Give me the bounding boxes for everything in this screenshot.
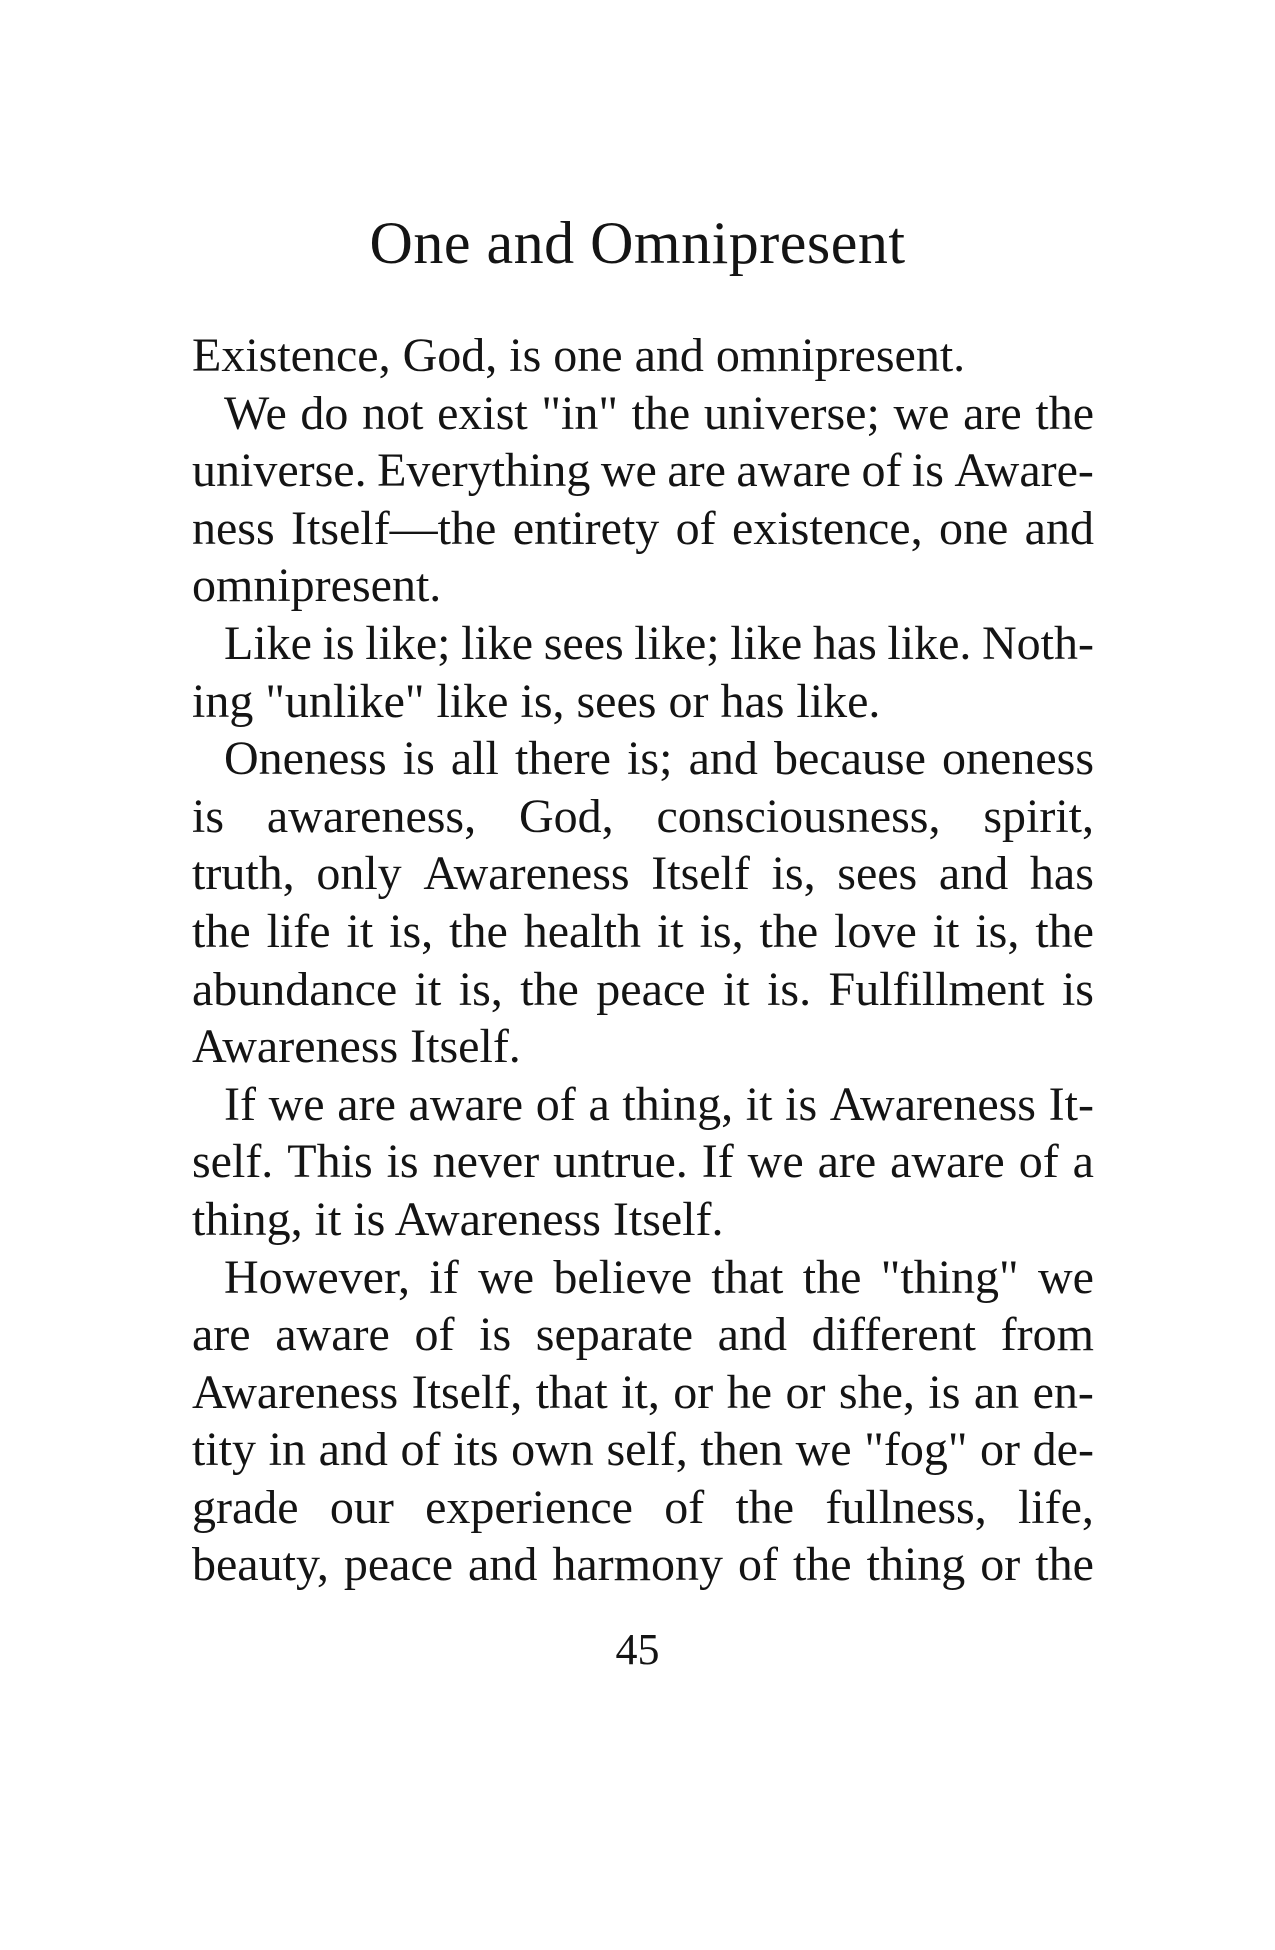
word: aware [408,1077,524,1131]
text-line [192,1249,1094,1307]
word: we [600,444,657,498]
word: existence, [732,501,923,555]
word: the [759,904,819,958]
word: peace [343,1538,454,1592]
word: awareness, [266,789,477,843]
word: there [515,732,611,786]
word: because [774,732,926,786]
text-line [192,615,1094,673]
word: fullness, [825,1480,987,1534]
word: It- [1048,1077,1094,1131]
word: Itself [651,847,750,901]
word: life [266,904,331,958]
word: that [535,1365,608,1419]
text-line [192,385,1094,443]
word: has [1029,847,1094,901]
word: Awareness [192,1365,399,1419]
word: Itself—the [291,501,497,555]
word: all [450,732,499,786]
word: de- [1032,1423,1094,1477]
word: sees [837,847,918,901]
word: experience [425,1480,633,1534]
word: if [429,1250,459,1304]
word: self, [606,1423,688,1477]
text-line [192,1076,1094,1134]
word: and [468,1538,538,1592]
word: However, [224,1250,410,1304]
word: like [461,616,534,670]
word: harmony [552,1538,723,1592]
word: Aware- [954,444,1094,498]
word: truth, [192,847,295,901]
word: like [730,616,803,670]
word: love [834,904,917,958]
word: aware [275,1308,390,1362]
word: of [737,1538,778,1592]
word: we [747,1135,804,1189]
text-line [192,442,1094,500]
word: is [785,1077,818,1131]
word: the [631,386,691,440]
word: abundance [192,962,398,1016]
word: are [817,1135,877,1189]
text-line: ing "unlike" like is, sees or has like. [192,674,881,728]
word: we [1038,1250,1094,1304]
word: one [938,501,1009,555]
word: consciousness, [656,789,941,843]
word: she, [838,1365,915,1419]
word: is; [627,732,673,786]
word: of [861,444,902,498]
word: we [795,1423,852,1477]
word: are [337,1077,396,1131]
word: aware [736,444,851,498]
word: like. [887,616,972,670]
word: is, [975,904,1020,958]
word: of [1018,1135,1059,1189]
word: and [688,732,758,786]
word: only [316,847,402,901]
text-block [192,327,1094,1594]
word: Oneness [224,732,387,786]
text-line [192,730,1094,788]
word: We [224,386,287,440]
word: from [1000,1308,1094,1362]
word: a [588,1077,610,1131]
text-line [192,1479,1094,1537]
word: we [893,386,950,440]
word: or [673,1365,714,1419]
word: the [449,904,508,958]
word: Awareness [829,1077,1036,1131]
word: it [722,962,750,1016]
word: the [802,1250,862,1304]
word: the [1035,1538,1094,1592]
text-line [192,1133,1094,1191]
word: is [192,789,225,843]
word: en- [1032,1365,1094,1419]
word: are [192,1308,251,1362]
word: health [523,904,641,958]
word: different [811,1308,976,1362]
word: of [414,1308,455,1362]
word: Like [224,616,312,670]
word: never [432,1135,540,1189]
word: not [362,386,424,440]
word: is [1061,962,1094,1016]
word: universe; [703,386,880,440]
word: like; [365,616,451,670]
text-line: omnipresent. [192,559,442,613]
word: and [1024,501,1094,555]
text-line [192,500,1094,558]
word: or [980,1538,1021,1592]
chapter-title: One and Omnipresent [369,210,906,276]
word: grade [192,1480,299,1534]
word: of [664,1480,705,1534]
word: is, [771,847,816,901]
word: is, [458,962,503,1016]
text-line [192,1364,1094,1422]
word: sees [543,616,624,670]
text-line [192,961,1094,1019]
word: the [192,904,251,958]
text-line: Existence, God, is one and omnipresent. [192,329,966,382]
word: spirit, [983,789,1094,843]
word: the [520,962,579,1016]
word: are [667,444,726,498]
word: is [402,732,435,786]
word: of [400,1423,441,1477]
word: tity [192,1423,257,1477]
word: it [932,904,960,958]
word: Fulfillment [828,962,1045,1016]
text-line [192,845,1094,903]
word: separate [535,1308,693,1362]
word: its [453,1423,499,1477]
word: "in" [541,386,618,440]
word: the [735,1480,795,1534]
word: Itself, [411,1365,523,1419]
word: God, [518,789,614,843]
word: thing, [622,1077,734,1131]
word: it [346,904,374,958]
word: untrue. [553,1135,688,1189]
word: is [322,616,355,670]
word: is [386,1135,419,1189]
word: Everything [377,444,591,498]
word: Noth- [982,616,1094,670]
word: an [973,1365,1020,1419]
word: peace [596,962,706,1016]
word: "fog" [864,1423,968,1477]
word: If [701,1135,734,1189]
word: exist [437,386,528,440]
word: oneness [942,732,1094,786]
word: aware [890,1135,1005,1189]
word: and [938,847,1009,901]
word: life, [1017,1480,1094,1534]
word: the [792,1538,852,1592]
word: is [911,444,944,498]
word: of [535,1077,576,1131]
word: that [711,1250,784,1304]
word: in [268,1423,306,1477]
word: and [318,1423,388,1477]
text-line [192,788,1094,846]
word: of [675,501,716,555]
word: thing [866,1538,966,1592]
word: then [700,1423,784,1477]
word: he [726,1365,773,1419]
word: self. [192,1135,274,1189]
word: is [928,1365,961,1419]
word: it, [621,1365,660,1419]
word: are [963,386,1022,440]
word: we [478,1250,535,1304]
word: believe [553,1250,693,1304]
word: This [287,1135,373,1189]
word: is, [699,904,744,958]
word: entirety [512,501,660,555]
word: has [812,616,877,670]
word: it [656,904,684,958]
text-line: thing, it is Awareness Itself. [192,1192,724,1246]
word: like; [634,616,720,670]
page-number: 45 [615,1625,660,1674]
word: the [1035,904,1094,958]
word: or [785,1365,826,1419]
word: Awareness [423,847,630,901]
word: and [717,1308,787,1362]
word: it [414,962,442,1016]
word: we [268,1077,325,1131]
text-line [192,1536,1094,1594]
word: beauty, [192,1538,329,1592]
text-line: Awareness Itself. [192,1020,521,1074]
word: a [1072,1135,1094,1189]
word: universe. [192,444,367,498]
word: our [329,1480,394,1534]
text-line [192,903,1094,961]
word: do [300,386,349,440]
word: is [479,1308,512,1362]
word: the [1035,386,1094,440]
word: ness [192,501,275,555]
word: it [745,1077,773,1131]
text-line [192,1421,1094,1479]
text-line [192,1306,1094,1364]
word: "thing" [880,1250,1019,1304]
word: own [511,1423,594,1477]
word: If [224,1077,256,1131]
word: is. [767,962,812,1016]
word: is, [389,904,434,958]
word: or [980,1423,1021,1477]
